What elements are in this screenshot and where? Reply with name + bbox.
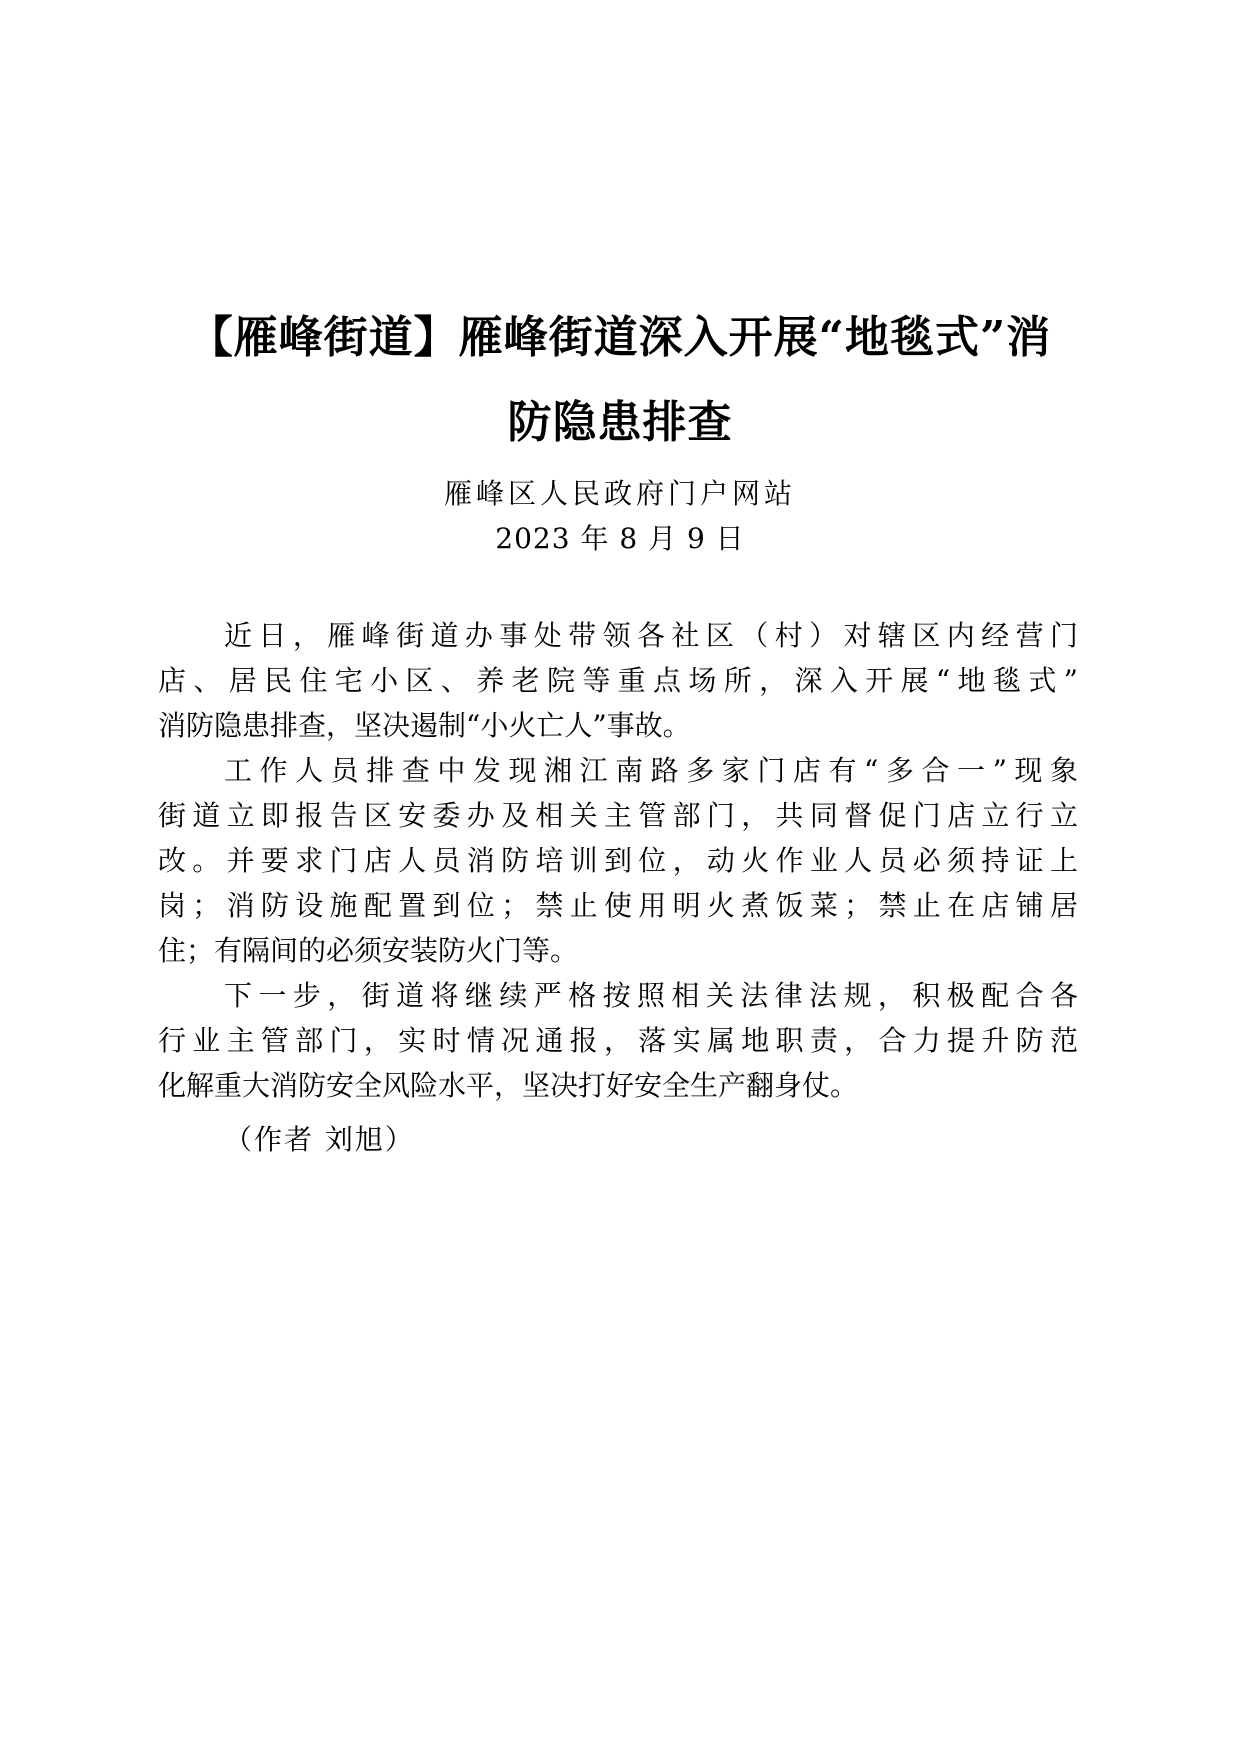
paragraph-3-line-2: 行业主管部门，实时情况通报，落实属地职责，合力提升防范 xyxy=(158,1024,1078,1057)
article-title-line-1: 【雁峰街道】雁峰街道深入开展“地毯式”消 xyxy=(188,312,1052,363)
paragraph-1-line-1: 近日，雁峰街道办事处带领各社区（村）对辖区内经营门 xyxy=(224,619,1078,652)
article-source: 雁峰区人民政府门户网站 xyxy=(443,477,796,510)
paragraph-2-line-2: 街道立即报告区安委办及相关主管部门，共同督促门店立行立 xyxy=(158,799,1078,832)
paragraph-1-line-3: 消防隐患排查，坚决遏制“小火亡人”事故。 xyxy=(158,709,691,742)
paragraph-2-line-5: 住；有隔间的必须安装防火门等。 xyxy=(158,934,579,967)
paragraph-2-line-4: 岗；消防设施配置到位；禁止使用明火煮饭菜；禁止在店铺居 xyxy=(158,889,1078,922)
article-title-line-2: 防隐患排查 xyxy=(507,397,733,448)
paragraph-3-line-1: 下一步，街道将继续严格按照相关法律法规，积极配合各 xyxy=(224,979,1078,1012)
paragraph-1-line-2: 店、居民住宅小区、养老院等重点场所，深入开展“地毯式” xyxy=(158,664,1078,697)
paragraph-2-line-3: 改。并要求门店人员消防培训到位，动火作业人员必须持证上 xyxy=(158,844,1078,877)
article-date: 2023 年 8 月 9 日 xyxy=(495,522,745,555)
paragraph-3-line-3: 化解重大消防安全风险水平，坚决打好安全生产翻身仗。 xyxy=(158,1069,859,1102)
paragraph-2-line-1: 工作人员排查中发现湘江南路多家门店有“多合一”现象 xyxy=(224,754,1078,787)
article-author: （作者 刘旭） xyxy=(224,1123,415,1156)
